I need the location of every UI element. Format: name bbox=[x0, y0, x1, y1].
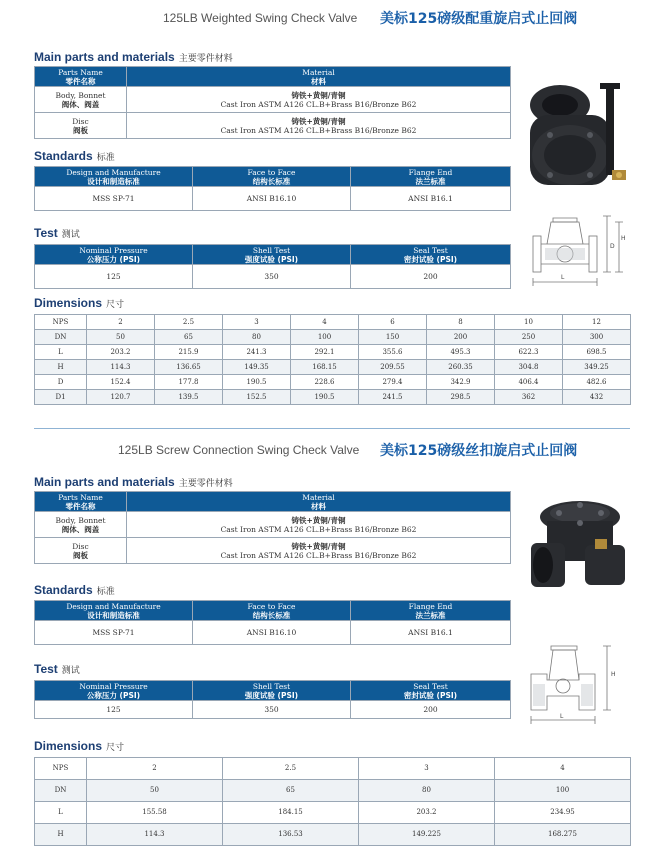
dimensions-cell: 2.5 bbox=[223, 758, 359, 780]
dimensions-cell: 3 bbox=[359, 758, 495, 780]
standards-header-flange bbox=[351, 601, 511, 621]
standards-value: ANSI B16.1 bbox=[351, 187, 511, 211]
section1-title-en: 125LB Weighted Swing Check Valve bbox=[163, 11, 358, 25]
section2-title-en: 125LB Screw Connection Swing Check Valve bbox=[118, 443, 360, 457]
section-divider bbox=[34, 428, 630, 429]
section2-test-heading bbox=[34, 662, 80, 676]
name-cn: 阀板 bbox=[73, 125, 88, 135]
dimensions-cell: 200 bbox=[427, 330, 495, 345]
dimensions-cell: 168.15 bbox=[291, 360, 359, 375]
test-header-nominal bbox=[35, 681, 193, 701]
dimensions-row-label: H bbox=[35, 360, 87, 375]
test-header-nominal bbox=[35, 245, 193, 265]
dimensions-cell: 190.5 bbox=[291, 390, 359, 405]
parts-row-name bbox=[35, 113, 127, 139]
dimensions-cell: 114.3 bbox=[87, 824, 223, 846]
test-value: 200 bbox=[351, 265, 511, 289]
header-en: Seal Test bbox=[413, 245, 448, 255]
header-en: Shell Test bbox=[252, 681, 291, 691]
header-cn: 法兰标准 bbox=[415, 610, 446, 620]
header-cn: 材料 bbox=[311, 76, 326, 86]
weighted-swing-check-valve-photo bbox=[520, 75, 638, 205]
dimensions-row bbox=[35, 345, 631, 360]
section2-title-cn: 美标125磅级丝扣旋启式止回阀 bbox=[380, 443, 578, 459]
dimensions-row bbox=[35, 758, 631, 780]
parts-header-material bbox=[127, 67, 511, 87]
name-en: Body, Bonnet bbox=[55, 90, 106, 100]
material-en: Cast Iron ASTM A126 CL.B+Brass B16/Bronze B62 bbox=[220, 524, 417, 534]
heading-cn: 标准 bbox=[96, 153, 115, 163]
dimensions-cell: 362 bbox=[495, 390, 563, 405]
header-cn: 公称压力 (PSI) bbox=[86, 254, 141, 264]
material-cn: 铸铁+黄铜/青铜 bbox=[291, 541, 346, 551]
dimensions-cell: 149.35 bbox=[223, 360, 291, 375]
section2-dimensions-heading bbox=[34, 739, 124, 753]
standards-value: ANSI B16.1 bbox=[351, 621, 511, 645]
standards-header-flange bbox=[351, 167, 511, 187]
dimensions-cell: 177.8 bbox=[155, 375, 223, 390]
dimensions-row bbox=[35, 390, 631, 405]
dimensions-row-label: NPS bbox=[35, 315, 87, 330]
name-cn: 阀体、阀盖 bbox=[61, 524, 100, 534]
dimensions-cell: 114.3 bbox=[87, 360, 155, 375]
dimensions-row bbox=[35, 802, 631, 824]
dimensions-cell: 139.5 bbox=[155, 390, 223, 405]
name-en: Disc bbox=[72, 541, 89, 551]
section1-standards-heading bbox=[34, 149, 115, 163]
dimensions-row-label: D bbox=[35, 375, 87, 390]
parts-header-material bbox=[127, 492, 511, 512]
header-en: Shell Test bbox=[252, 245, 291, 255]
header-en: Face to Face bbox=[247, 167, 296, 177]
header-cn: 密封试验 (PSI) bbox=[403, 690, 458, 700]
heading-text: Main parts and materials bbox=[34, 50, 175, 64]
header-en: Design and Manufacture bbox=[66, 167, 161, 177]
heading-cn: 主要零件材料 bbox=[178, 479, 233, 489]
dimensions-cell: 495.3 bbox=[427, 345, 495, 360]
parts-row-material bbox=[127, 87, 511, 113]
standards-value: ANSI B16.10 bbox=[193, 621, 351, 645]
standards-header-design bbox=[35, 167, 193, 187]
dimensions-cell: 250 bbox=[495, 330, 563, 345]
dimensions-cell: 152.4 bbox=[87, 375, 155, 390]
drawing-label-l: L bbox=[561, 274, 565, 281]
heading-cn: 测试 bbox=[61, 230, 80, 240]
dimensions-cell: 8 bbox=[427, 315, 495, 330]
dimensions-cell: 300 bbox=[563, 330, 631, 345]
dimensions-cell: 190.5 bbox=[223, 375, 291, 390]
dimensions-cell: 80 bbox=[223, 330, 291, 345]
test-value: 125 bbox=[35, 265, 193, 289]
dimensions-row-label: D1 bbox=[35, 390, 87, 405]
header-cn: 零件名称 bbox=[65, 501, 96, 511]
section2-standards-table bbox=[34, 600, 511, 645]
name-cn: 阀板 bbox=[73, 550, 88, 560]
dimensions-cell: 260.35 bbox=[427, 360, 495, 375]
dimensions-cell: 152.5 bbox=[223, 390, 291, 405]
parts-row-material bbox=[127, 113, 511, 139]
dimensions-cell: 241.5 bbox=[359, 390, 427, 405]
weighted-valve-drawing bbox=[525, 208, 637, 288]
parts-header-name bbox=[35, 492, 127, 512]
header-en: Design and Manufacture bbox=[66, 601, 161, 611]
dimensions-cell: 150 bbox=[359, 330, 427, 345]
section1-title bbox=[0, 0, 658, 30]
dimensions-row-label: NPS bbox=[35, 758, 87, 780]
standards-header-design bbox=[35, 601, 193, 621]
dimensions-cell: 203.2 bbox=[359, 802, 495, 824]
dimensions-row bbox=[35, 360, 631, 375]
material-cn: 铸铁+黄铜/青铜 bbox=[291, 515, 346, 525]
dimensions-cell: 355.6 bbox=[359, 345, 427, 360]
dimensions-cell: 12 bbox=[563, 315, 631, 330]
name-en: Disc bbox=[72, 116, 89, 126]
parts-row-name bbox=[35, 87, 127, 113]
dimensions-cell: 184.15 bbox=[223, 802, 359, 824]
dimensions-cell: 228.6 bbox=[291, 375, 359, 390]
dimensions-row bbox=[35, 315, 631, 330]
header-en: Parts Name bbox=[58, 492, 103, 502]
dimensions-cell: 241.3 bbox=[223, 345, 291, 360]
standards-value: MSS SP-71 bbox=[35, 621, 193, 645]
dimensions-cell: 298.5 bbox=[427, 390, 495, 405]
dimensions-cell: 234.95 bbox=[495, 802, 631, 824]
dimensions-row-label: DN bbox=[35, 780, 87, 802]
header-en: Parts Name bbox=[58, 67, 103, 77]
header-cn: 法兰标准 bbox=[415, 176, 446, 186]
dimensions-cell: 698.5 bbox=[563, 345, 631, 360]
dimensions-cell: 482.6 bbox=[563, 375, 631, 390]
section1-title-cn: 美标125磅级配重旋启式止回阀 bbox=[380, 11, 578, 27]
dimensions-cell: 349.25 bbox=[563, 360, 631, 375]
test-header-seal bbox=[351, 681, 511, 701]
dimensions-cell: 4 bbox=[291, 315, 359, 330]
test-header-shell bbox=[193, 681, 351, 701]
heading-text: Test bbox=[34, 226, 58, 240]
section1-dimensions-heading bbox=[34, 296, 124, 310]
dimensions-cell: 50 bbox=[87, 780, 223, 802]
section1-standards-table bbox=[34, 166, 511, 211]
header-cn: 材料 bbox=[311, 501, 326, 511]
test-header-seal bbox=[351, 245, 511, 265]
section1-dimensions-table bbox=[34, 314, 631, 405]
header-cn: 结构长标准 bbox=[252, 176, 291, 186]
dimensions-cell: 4 bbox=[495, 758, 631, 780]
name-en: Body, Bonnet bbox=[55, 515, 106, 525]
dimensions-row-label: L bbox=[35, 345, 87, 360]
parts-row-material bbox=[127, 538, 511, 564]
parts-row-name bbox=[35, 512, 127, 538]
dimensions-cell: 432 bbox=[563, 390, 631, 405]
material-en: Cast Iron ASTM A126 CL.B+Brass B16/Bronze B62 bbox=[220, 99, 417, 109]
heading-text: Dimensions bbox=[34, 739, 103, 753]
section2-standards-heading bbox=[34, 583, 115, 597]
dimensions-cell: 168.275 bbox=[495, 824, 631, 846]
header-en: Nominal Pressure bbox=[79, 245, 148, 255]
name-cn: 阀体、阀盖 bbox=[61, 99, 100, 109]
dimensions-cell: 6 bbox=[359, 315, 427, 330]
header-en: Flange End bbox=[408, 167, 453, 177]
dimensions-row-label: DN bbox=[35, 330, 87, 345]
header-cn: 设计和制造标准 bbox=[87, 176, 140, 186]
dimensions-cell: 203.2 bbox=[87, 345, 155, 360]
heading-cn: 尺寸 bbox=[106, 743, 125, 753]
material-en: Cast Iron ASTM A126 CL.B+Brass B16/Bronze B62 bbox=[220, 125, 417, 135]
heading-text: Standards bbox=[34, 149, 93, 163]
heading-text: Standards bbox=[34, 583, 93, 597]
header-cn: 零件名称 bbox=[65, 76, 96, 86]
dimensions-cell: 2 bbox=[87, 758, 223, 780]
dimensions-cell: 65 bbox=[155, 330, 223, 345]
dimensions-cell: 50 bbox=[87, 330, 155, 345]
header-en: Face to Face bbox=[247, 601, 296, 611]
dimensions-cell: 149.225 bbox=[359, 824, 495, 846]
section1-test-heading bbox=[34, 226, 80, 240]
dimensions-cell: 304.8 bbox=[495, 360, 563, 375]
dimensions-row bbox=[35, 780, 631, 802]
section1-main-parts-heading bbox=[34, 50, 233, 64]
dimensions-cell: 65 bbox=[223, 780, 359, 802]
section1-test-table bbox=[34, 244, 511, 289]
heading-cn: 标准 bbox=[96, 587, 115, 597]
header-cn: 公称压力 (PSI) bbox=[86, 690, 141, 700]
header-cn: 密封试验 (PSI) bbox=[403, 254, 458, 264]
dimensions-cell: 136.65 bbox=[155, 360, 223, 375]
material-cn: 铸铁+黄铜/青铜 bbox=[291, 90, 346, 100]
dimensions-cell: 622.3 bbox=[495, 345, 563, 360]
dimensions-cell: 136.53 bbox=[223, 824, 359, 846]
header-en: Material bbox=[302, 67, 335, 77]
dimensions-cell: 80 bbox=[359, 780, 495, 802]
dimensions-cell: 10 bbox=[495, 315, 563, 330]
standards-value: MSS SP-71 bbox=[35, 187, 193, 211]
test-value: 350 bbox=[193, 701, 351, 719]
heading-cn: 尺寸 bbox=[106, 300, 125, 310]
test-value: 125 bbox=[35, 701, 193, 719]
heading-cn: 测试 bbox=[61, 666, 80, 676]
section2-main-parts-heading bbox=[34, 475, 233, 489]
header-cn: 结构长标准 bbox=[252, 610, 291, 620]
dimensions-row bbox=[35, 824, 631, 846]
header-cn: 强度试验 (PSI) bbox=[244, 690, 299, 700]
section2-parts-table bbox=[34, 491, 511, 564]
parts-header-name bbox=[35, 67, 127, 87]
section1-parts-table bbox=[34, 66, 511, 139]
dimensions-row bbox=[35, 330, 631, 345]
heading-text: Test bbox=[34, 662, 58, 676]
dimensions-cell: 215.9 bbox=[155, 345, 223, 360]
parts-row-name bbox=[35, 538, 127, 564]
section2-title bbox=[0, 432, 658, 462]
header-cn: 设计和制造标准 bbox=[87, 610, 140, 620]
material-cn: 铸铁+黄铜/青铜 bbox=[291, 116, 346, 126]
heading-cn: 主要零件材料 bbox=[178, 54, 233, 64]
heading-text: Main parts and materials bbox=[34, 475, 175, 489]
material-en: Cast Iron ASTM A126 CL.B+Brass B16/Bronze B62 bbox=[220, 550, 417, 560]
dimensions-cell: 209.55 bbox=[359, 360, 427, 375]
parts-row-material bbox=[127, 512, 511, 538]
dimensions-cell: 100 bbox=[495, 780, 631, 802]
heading-text: Dimensions bbox=[34, 296, 103, 310]
dimensions-cell: 342.9 bbox=[427, 375, 495, 390]
test-value: 350 bbox=[193, 265, 351, 289]
dimensions-cell: 100 bbox=[291, 330, 359, 345]
standards-header-face bbox=[193, 601, 351, 621]
dimensions-cell: 279.4 bbox=[359, 375, 427, 390]
header-en: Material bbox=[302, 492, 335, 502]
dimensions-cell: 155.58 bbox=[87, 802, 223, 824]
dimensions-row bbox=[35, 375, 631, 390]
standards-value: ANSI B16.10 bbox=[193, 187, 351, 211]
header-en: Flange End bbox=[408, 601, 453, 611]
section2-test-table bbox=[34, 680, 511, 719]
dimensions-cell: 406.4 bbox=[495, 375, 563, 390]
screw-swing-check-valve-photo bbox=[525, 495, 635, 600]
dimensions-cell: 120.7 bbox=[87, 390, 155, 405]
test-value: 200 bbox=[351, 701, 511, 719]
header-cn: 强度试验 (PSI) bbox=[244, 254, 299, 264]
drawing-label-d: D bbox=[610, 243, 615, 250]
dimensions-row-label: L bbox=[35, 802, 87, 824]
standards-header-face bbox=[193, 167, 351, 187]
dimensions-cell: 2 bbox=[87, 315, 155, 330]
test-header-shell bbox=[193, 245, 351, 265]
drawing-label-l: L bbox=[560, 713, 564, 720]
dimensions-cell: 2.5 bbox=[155, 315, 223, 330]
section2-dimensions-table bbox=[34, 757, 631, 846]
header-en: Seal Test bbox=[413, 681, 448, 691]
dimensions-cell: 3 bbox=[223, 315, 291, 330]
dimensions-cell: 292.1 bbox=[291, 345, 359, 360]
dimensions-row-label: H bbox=[35, 824, 87, 846]
header-en: Nominal Pressure bbox=[79, 681, 148, 691]
drawing-label-h: H bbox=[611, 671, 616, 678]
screw-valve-drawing bbox=[525, 636, 637, 728]
drawing-label-h: H bbox=[621, 235, 626, 242]
